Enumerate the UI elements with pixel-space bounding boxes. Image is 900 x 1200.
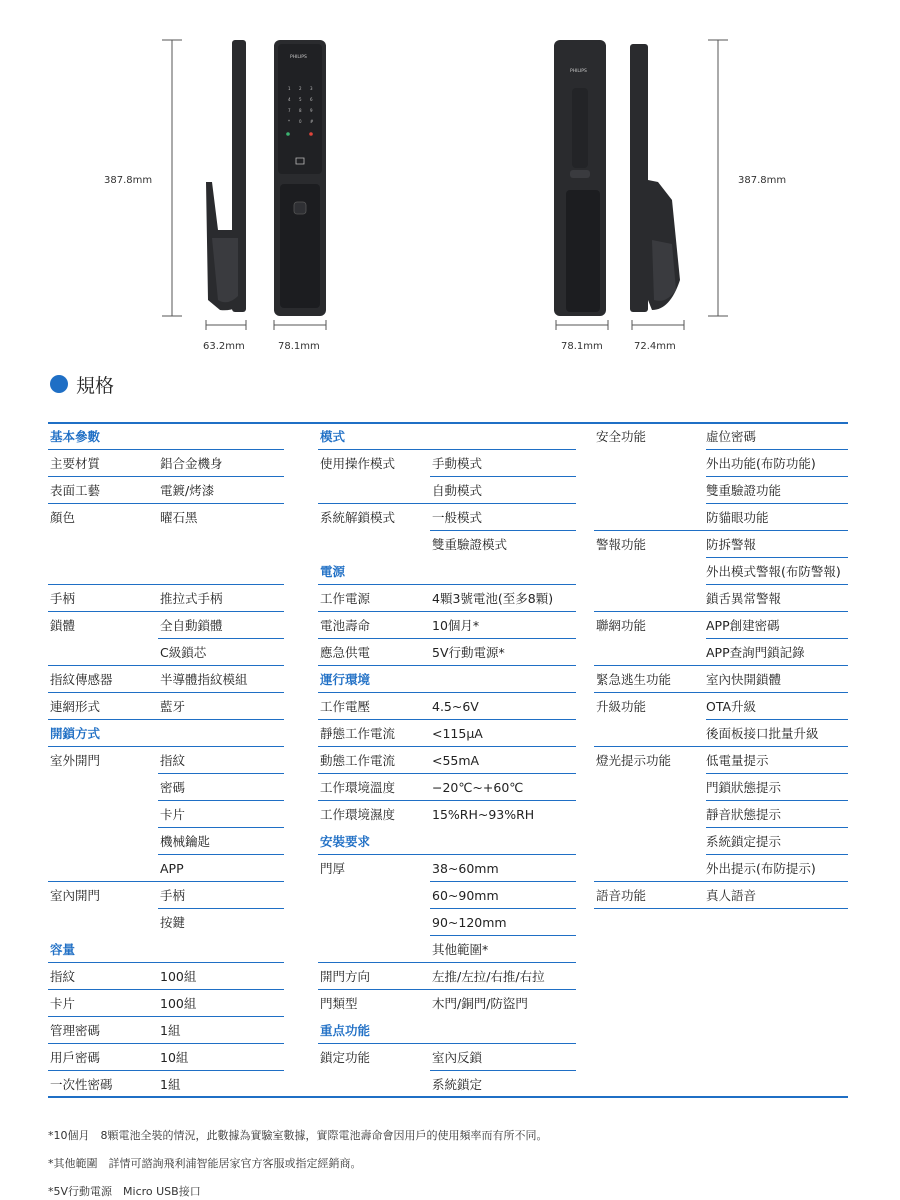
spec-value: 卡片: [160, 807, 186, 822]
spec-row: [318, 991, 576, 1017]
spec-row: [594, 721, 848, 747]
height-dimension-right: [708, 40, 786, 316]
spec-key: 用戶密碼: [50, 1050, 101, 1065]
spec-row: [48, 532, 284, 558]
spec-row: [48, 856, 284, 882]
spec-value: 手柄: [160, 888, 186, 903]
spec-key: 室外開門: [50, 753, 101, 768]
spec-row: [48, 613, 284, 639]
depth-label-right: 72.4mm: [634, 341, 676, 352]
spec-row: [48, 694, 284, 720]
spec-key: 鎖定功能: [320, 1050, 371, 1065]
svg-text:8: 8: [299, 108, 302, 113]
spec-value: 其他範圍*: [432, 942, 489, 957]
spec-key: 門厚: [320, 861, 346, 876]
spec-value: 雙重驗證功能: [706, 483, 782, 498]
spec-row: [594, 613, 848, 639]
spec-value: 推拉式手柄: [160, 591, 223, 606]
spec-value: 門鎖狀態提示: [706, 780, 782, 795]
spec-section-label: 基本參數: [50, 429, 101, 444]
spec-row: [48, 640, 284, 666]
svg-text:7: 7: [288, 108, 291, 113]
spec-row: [48, 424, 284, 450]
spec-row: [48, 1072, 284, 1098]
footnote-battery: *10個月 8顆電池全裝的情況，此數據為實驗室數據，實際電池壽命會因用戶的使用頻率而有所不同。: [48, 1129, 548, 1142]
spec-value: −20℃~+60℃: [432, 780, 524, 795]
spec-key: 靜態工作電流: [320, 726, 396, 741]
brand-logo-front: PHILIPS: [290, 55, 307, 60]
spec-section-label: 重点功能: [320, 1023, 371, 1038]
spec-value: 100組: [160, 996, 197, 1011]
spec-key: 燈光提示功能: [596, 753, 672, 768]
spec-title: 規格: [76, 374, 115, 397]
spec-value: 電鍍/烤漆: [160, 483, 215, 498]
spec-value: 外出提示(布防提示): [706, 861, 816, 876]
spec-value: 60~90mm: [432, 888, 499, 903]
spec-key: 手柄: [50, 591, 76, 606]
spec-value: 按鍵: [160, 915, 186, 930]
spec-row: [594, 748, 848, 774]
spec-row: [318, 910, 576, 936]
spec-row: [318, 1045, 576, 1071]
spec-value: 100組: [160, 969, 197, 984]
spec-row: [318, 505, 576, 531]
spec-value: 鎖舌異常警報: [706, 591, 782, 606]
spec-row: [594, 775, 848, 801]
spec-row: [318, 640, 576, 666]
spec-value: 藍牙: [160, 699, 186, 714]
spec-table: [48, 422, 848, 1098]
spec-key: 鎖體: [50, 618, 76, 633]
spec-row: [594, 451, 848, 477]
spec-key: 顏色: [50, 510, 76, 525]
spec-value: APP查詢門鎖記錄: [706, 645, 805, 660]
product-dimension-illustration: [0, 0, 900, 360]
spec-value: 一般模式: [432, 510, 483, 525]
spec-row: [318, 1072, 576, 1098]
spec-row: [48, 991, 284, 1017]
spec-key: 安全功能: [596, 429, 647, 444]
spec-value: 1組: [160, 1023, 181, 1038]
spec-row: [48, 883, 284, 909]
spec-row: [318, 532, 576, 558]
spec-key: 門類型: [320, 996, 358, 1011]
spec-key: 工作電源: [320, 591, 371, 606]
spec-row: [318, 721, 576, 747]
spec-row: [48, 748, 284, 774]
spec-row: [318, 667, 576, 693]
spec-row: [48, 667, 284, 693]
spec-row: [594, 586, 848, 612]
spec-value: 5V行動電源*: [432, 645, 505, 660]
spec-row: [48, 910, 284, 936]
spec-key: 使用操作模式: [320, 456, 396, 471]
spec-row: [48, 451, 284, 477]
spec-value: 靜音狀態提示: [706, 807, 782, 822]
spec-key: 管理密碼: [50, 1023, 101, 1038]
spec-key: 指紋傳感器: [50, 672, 113, 687]
spec-row: [318, 775, 576, 801]
spec-row: [318, 586, 576, 612]
spec-key: 室內開門: [50, 888, 101, 903]
spec-value: 鋁合金機身: [160, 456, 223, 471]
back-view-device: [554, 40, 606, 316]
spec-row: [318, 964, 576, 990]
spec-value: 防拆警報: [706, 537, 757, 552]
spec-value: 指紋: [160, 753, 186, 768]
spec-key: 警報功能: [596, 537, 647, 552]
spec-section-label: 模式: [320, 429, 346, 444]
spec-section-heading: [50, 372, 114, 396]
spec-value: C級鎖芯: [160, 645, 207, 660]
spec-row: [318, 613, 576, 639]
spec-value: 自動模式: [432, 483, 483, 498]
svg-text:*: *: [288, 119, 290, 124]
spec-row: [318, 748, 576, 774]
width-label-left: 78.1mm: [278, 341, 320, 352]
spec-value: 真人語音: [706, 888, 757, 903]
spec-section-label: 運行環境: [320, 672, 371, 687]
spec-row: [48, 1045, 284, 1071]
spec-value: 左推/左拉/右推/右拉: [432, 969, 545, 984]
spec-row: [318, 694, 576, 720]
spec-key: 一次性密碼: [50, 1077, 113, 1092]
spec-key: 應急供電: [320, 645, 371, 660]
spec-key: 表面工藝: [50, 483, 101, 498]
bullet-dot-icon: [50, 375, 68, 393]
spec-row: [48, 1018, 284, 1044]
spec-value: 低電量提示: [706, 753, 769, 768]
spec-key: 開門方向: [320, 969, 371, 984]
spec-value: 室內反鎖: [432, 1050, 483, 1065]
spec-value: 外出模式警報(布防警報): [706, 564, 841, 579]
spec-section-label: 電源: [320, 564, 346, 579]
spec-row: [48, 586, 284, 612]
height-label-right: 387.8mm: [738, 175, 787, 186]
spec-row: [594, 694, 848, 720]
spec-value: 10個月*: [432, 618, 480, 633]
spec-value: 半導體指紋模組: [160, 672, 248, 687]
svg-text:9: 9: [310, 108, 313, 113]
spec-value: <55mA: [432, 753, 480, 768]
spec-value: 室內快開鎖體: [706, 672, 782, 687]
footnote-other-range: *其他範圍 詳情可諮詢飛利浦智能居家官方客服或指定經銷商。: [48, 1157, 362, 1170]
spec-row: [318, 1018, 576, 1044]
spec-key: 系統解鎖模式: [320, 510, 396, 525]
spec-value: 後面板接口批量升級: [706, 726, 819, 741]
spec-row: [48, 559, 284, 585]
spec-value: 1組: [160, 1077, 181, 1092]
spec-key: 動態工作電流: [320, 753, 396, 768]
spec-value: OTA升級: [706, 699, 757, 714]
front-view-device: [274, 40, 326, 316]
spec-row: [48, 802, 284, 828]
spec-key: 工作電壓: [320, 699, 371, 714]
height-dimension-left: [104, 40, 182, 316]
spec-key: 緊急逃生功能: [596, 672, 672, 687]
svg-text:6: 6: [310, 97, 313, 102]
spec-row: [318, 802, 576, 828]
spec-key: 聯網功能: [596, 618, 647, 633]
spec-row: [318, 856, 576, 882]
spec-key: 工作環境溫度: [320, 780, 396, 795]
spec-key: 工作環境濕度: [320, 807, 396, 822]
footnote-power-bank: *5V行動電源 Micro USB接口: [48, 1185, 201, 1198]
spec-value: 機械鑰匙: [160, 834, 211, 849]
spec-row: [318, 559, 576, 585]
spec-row: [594, 505, 848, 531]
spec-row: [48, 721, 284, 747]
svg-text:3: 3: [310, 86, 313, 91]
svg-text:5: 5: [299, 97, 302, 102]
spec-value: <115μA: [432, 726, 483, 741]
spec-row: [318, 451, 576, 477]
spec-value: 系統鎖定提示: [706, 834, 782, 849]
svg-text:4: 4: [288, 97, 291, 102]
depth-label-left: 63.2mm: [203, 341, 245, 352]
spec-row: [594, 559, 848, 585]
height-label-left: 387.8mm: [104, 175, 153, 186]
spec-row: [594, 640, 848, 666]
spec-section-label: 安裝要求: [320, 834, 371, 849]
spec-row: [594, 424, 848, 450]
spec-key: 電池壽命: [320, 618, 371, 633]
spec-row: [594, 856, 848, 882]
spec-value: 4.5~6V: [432, 699, 479, 714]
spec-row: [594, 667, 848, 693]
spec-value: 4顆3號電池(至多8顆): [432, 591, 554, 606]
spec-row: [48, 478, 284, 504]
spec-row: [318, 478, 576, 504]
spec-row: [48, 775, 284, 801]
spec-value: 木門/銅門/防盜門: [432, 996, 528, 1011]
spec-row: [318, 937, 576, 963]
spec-value: APP: [160, 861, 184, 876]
bottom-dimensions-left: [203, 320, 326, 352]
footnotes: [48, 1122, 848, 1200]
spec-key: 指紋: [50, 969, 76, 984]
spec-row: [48, 964, 284, 990]
spec-value: 密碼: [160, 780, 186, 795]
spec-value: APP創建密碼: [706, 618, 780, 633]
spec-key: 卡片: [50, 996, 76, 1011]
spec-value: 雙重驗證模式: [432, 537, 508, 552]
spec-value: 手動模式: [432, 456, 483, 471]
spec-section-label: 開鎖方式: [50, 726, 101, 741]
svg-text:#: #: [310, 119, 314, 124]
spec-row: [318, 829, 576, 855]
spec-key: 語音功能: [596, 888, 647, 903]
svg-text:1: 1: [288, 86, 291, 91]
spec-key: 主要材質: [50, 456, 101, 471]
spec-row: [594, 802, 848, 828]
spec-row: [594, 532, 848, 558]
spec-value: 38~60mm: [432, 861, 499, 876]
svg-text:2: 2: [299, 86, 302, 91]
spec-key: 連網形式: [50, 699, 101, 714]
spec-row: [48, 937, 284, 963]
svg-text:0: 0: [299, 119, 302, 124]
spec-section-label: 容量: [50, 942, 76, 957]
spec-row: [48, 829, 284, 855]
spec-row: [594, 829, 848, 855]
spec-key: 升級功能: [596, 699, 647, 714]
spec-value: 曜石黑: [160, 510, 198, 525]
spec-value: 系統鎖定: [432, 1077, 483, 1092]
spec-row: [48, 505, 284, 531]
spec-value: 外出功能(布防功能): [706, 456, 816, 471]
side-view-right: [630, 44, 680, 312]
bottom-dimensions-right: [556, 320, 684, 352]
spec-row: [594, 883, 848, 909]
spec-value: 90~120mm: [432, 915, 507, 930]
spec-row: [594, 478, 848, 504]
side-view-left: [206, 40, 246, 312]
spec-value: 防貓眼功能: [706, 510, 769, 525]
spec-row: [318, 424, 576, 450]
spec-value: 15%RH~93%RH: [432, 807, 535, 822]
brand-logo-back: PHILIPS: [570, 69, 587, 74]
spec-value: 全自動鎖體: [160, 618, 223, 633]
spec-row: [318, 883, 576, 909]
spec-value: 虛位密碼: [706, 429, 757, 444]
width-label-right: 78.1mm: [561, 341, 603, 352]
spec-value: 10組: [160, 1050, 189, 1065]
